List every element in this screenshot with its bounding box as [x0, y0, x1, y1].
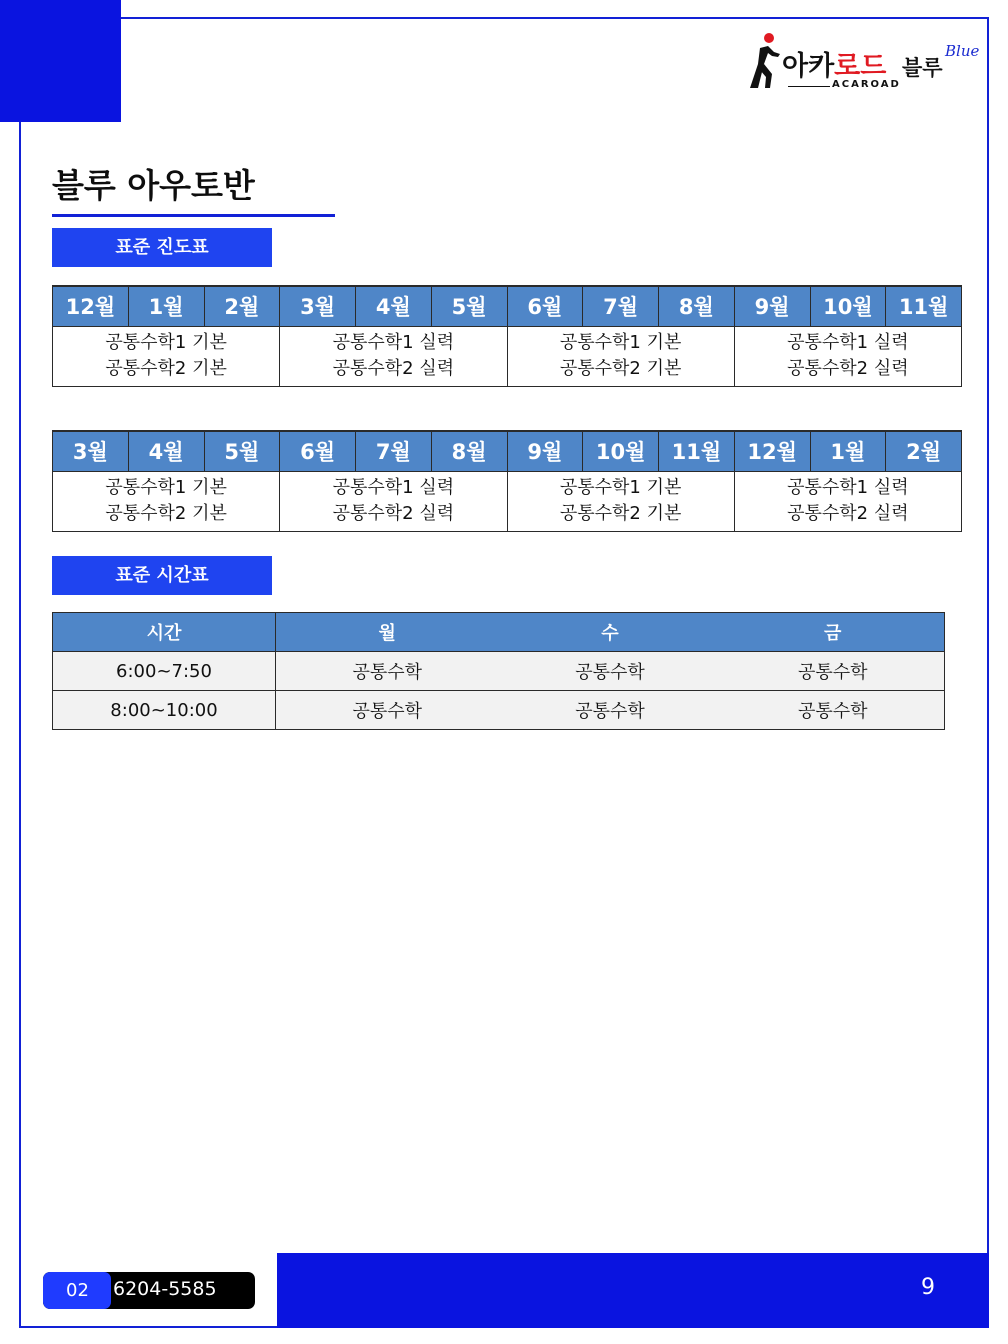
- month-cell: 12월: [53, 286, 129, 326]
- title-underline: [52, 214, 335, 217]
- schedule-header-fri: 금: [722, 613, 945, 652]
- month-cell: 11월: [659, 431, 735, 471]
- class-cell: 공통수학: [276, 691, 499, 730]
- month-cell: 5월: [204, 431, 280, 471]
- month-cell: 1월: [810, 431, 886, 471]
- class-cell: 공통수학: [499, 652, 722, 691]
- month-cell: 9월: [507, 431, 583, 471]
- page-number: 9: [921, 1275, 935, 1300]
- course-block: 공통수학1 기본 공통수학2 기본: [507, 471, 734, 531]
- month-header-row: [53, 286, 962, 326]
- schedule-header-row: [53, 613, 945, 652]
- month-cell: 9월: [734, 286, 810, 326]
- schedule-table: [52, 612, 945, 730]
- footer-band: [277, 1253, 989, 1328]
- month-cell: 5월: [431, 286, 507, 326]
- month-cell: 6월: [507, 286, 583, 326]
- class-cell: 공통수학: [722, 691, 945, 730]
- month-cell: 4월: [128, 431, 204, 471]
- month-cell: 8월: [431, 431, 507, 471]
- brand-logo: [744, 30, 984, 96]
- month-cell: 7월: [356, 431, 432, 471]
- time-cell: 6:00~7:50: [53, 652, 276, 691]
- course-block: 공통수학1 실력 공통수학2 실력: [734, 326, 961, 386]
- class-cell: 공통수학: [276, 652, 499, 691]
- progress-table-2: [52, 430, 962, 532]
- course-block: 공통수학1 실력 공통수학2 실력: [280, 326, 507, 386]
- month-cell: 1월: [128, 286, 204, 326]
- month-cell: 2월: [886, 431, 962, 471]
- course-block: 공통수학1 실력 공통수학2 실력: [280, 471, 507, 531]
- progress-table-1: [52, 285, 962, 387]
- course-block: 공통수학1 기본 공통수학2 기본: [507, 326, 734, 386]
- month-cell: 11월: [886, 286, 962, 326]
- brand-name: 아카로드: [782, 51, 887, 82]
- time-cell: 8:00~10:00: [53, 691, 276, 730]
- class-cell: 공통수학: [722, 652, 945, 691]
- brand-tagline: ACAROAD: [832, 79, 901, 90]
- schedule-header-time: 시간: [53, 613, 276, 652]
- class-cell: 공통수학: [499, 691, 722, 730]
- phone-badge: [43, 1272, 255, 1309]
- brand-script: Blue: [945, 42, 980, 60]
- course-block: 공통수학1 기본 공통수학2 기본: [53, 326, 280, 386]
- page-title: 블루 아우토반: [52, 166, 255, 205]
- table-row: [53, 652, 945, 691]
- month-cell: 2월: [204, 286, 280, 326]
- progress-section-label: 표준 진도표: [52, 228, 272, 267]
- month-cell: 7월: [583, 286, 659, 326]
- logo-underline: [788, 86, 830, 87]
- phone-number: 6204-5585: [113, 1278, 217, 1300]
- month-header-row: [53, 431, 962, 471]
- phone-area-code: 02: [43, 1272, 111, 1309]
- course-block: 공통수학1 기본 공통수학2 기본: [53, 471, 280, 531]
- brand-suffix: 블루: [902, 56, 943, 80]
- course-row: [53, 471, 962, 531]
- month-cell: 6월: [280, 431, 356, 471]
- table-row: [53, 691, 945, 730]
- month-cell: 3월: [53, 431, 129, 471]
- month-cell: 12월: [734, 431, 810, 471]
- corner-decoration: [0, 0, 121, 122]
- course-block: 공통수학1 실력 공통수학2 실력: [734, 471, 961, 531]
- month-cell: 3월: [280, 286, 356, 326]
- month-cell: 10월: [810, 286, 886, 326]
- month-cell: 10월: [583, 431, 659, 471]
- schedule-header-mon: 월: [276, 613, 499, 652]
- schedule-section-label: 표준 시간표: [52, 556, 272, 595]
- schedule-header-wed: 수: [499, 613, 722, 652]
- month-cell: 4월: [356, 286, 432, 326]
- course-row: [53, 326, 962, 386]
- month-cell: 8월: [659, 286, 735, 326]
